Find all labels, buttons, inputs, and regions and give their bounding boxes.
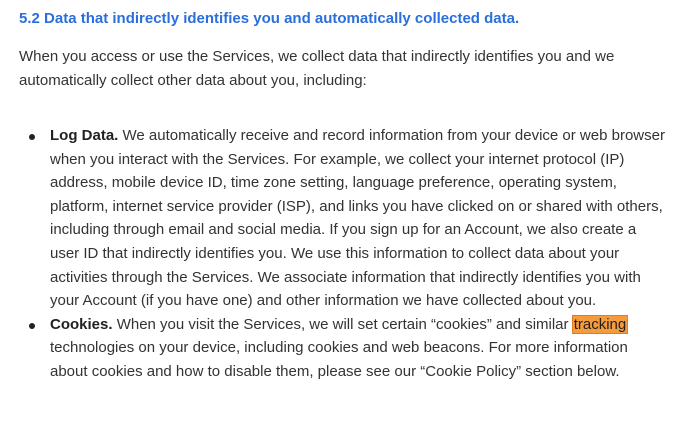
cookies-description-start: When you visit the Services, we will set certain “cookies” and similar bbox=[112, 315, 573, 333]
cookies-description-end: technologies on your device, including cookies and web beacons. For more information about cookies and how to disable them, please see our “Cookie Policy” section below. bbox=[50, 339, 628, 380]
bullet-icon bbox=[29, 134, 35, 140]
cookies-term: Cookies. bbox=[50, 315, 113, 333]
log-data-term: Log Data. bbox=[50, 127, 119, 144]
list-item-cookies bbox=[50, 313, 669, 384]
log-data-description: We automatically receive and record information from your device or web browser when you interact with the Services. For example, we collect your internet protocol (IP) address, mobile device ID, time zone setting, language preference, operating system, platform, internet service provider (ISP), and links you have clicked on or shared with others, including through email and social media. If you sign up for an Account, we also create a user ID that indirectly identifies you. We use this information to collect data about your activities through the Services. We associate information that indirectly identifies you with your Account (if you have one) and other information we have collected about you. bbox=[50, 127, 665, 310]
privacy-policy-section bbox=[19, 0, 669, 384]
section-intro: When you access or use the Services, we collect data that indirectly identifies you and we automatically collect other data about you, including: bbox=[19, 48, 615, 89]
section-heading: 5.2 Data that indirectly identifies you and automatically collected data. bbox=[19, 10, 520, 27]
bullet-icon bbox=[29, 323, 35, 329]
data-collection-list bbox=[19, 124, 669, 384]
search-highlight: tracking bbox=[573, 315, 627, 333]
list-item-log-data bbox=[50, 124, 669, 313]
